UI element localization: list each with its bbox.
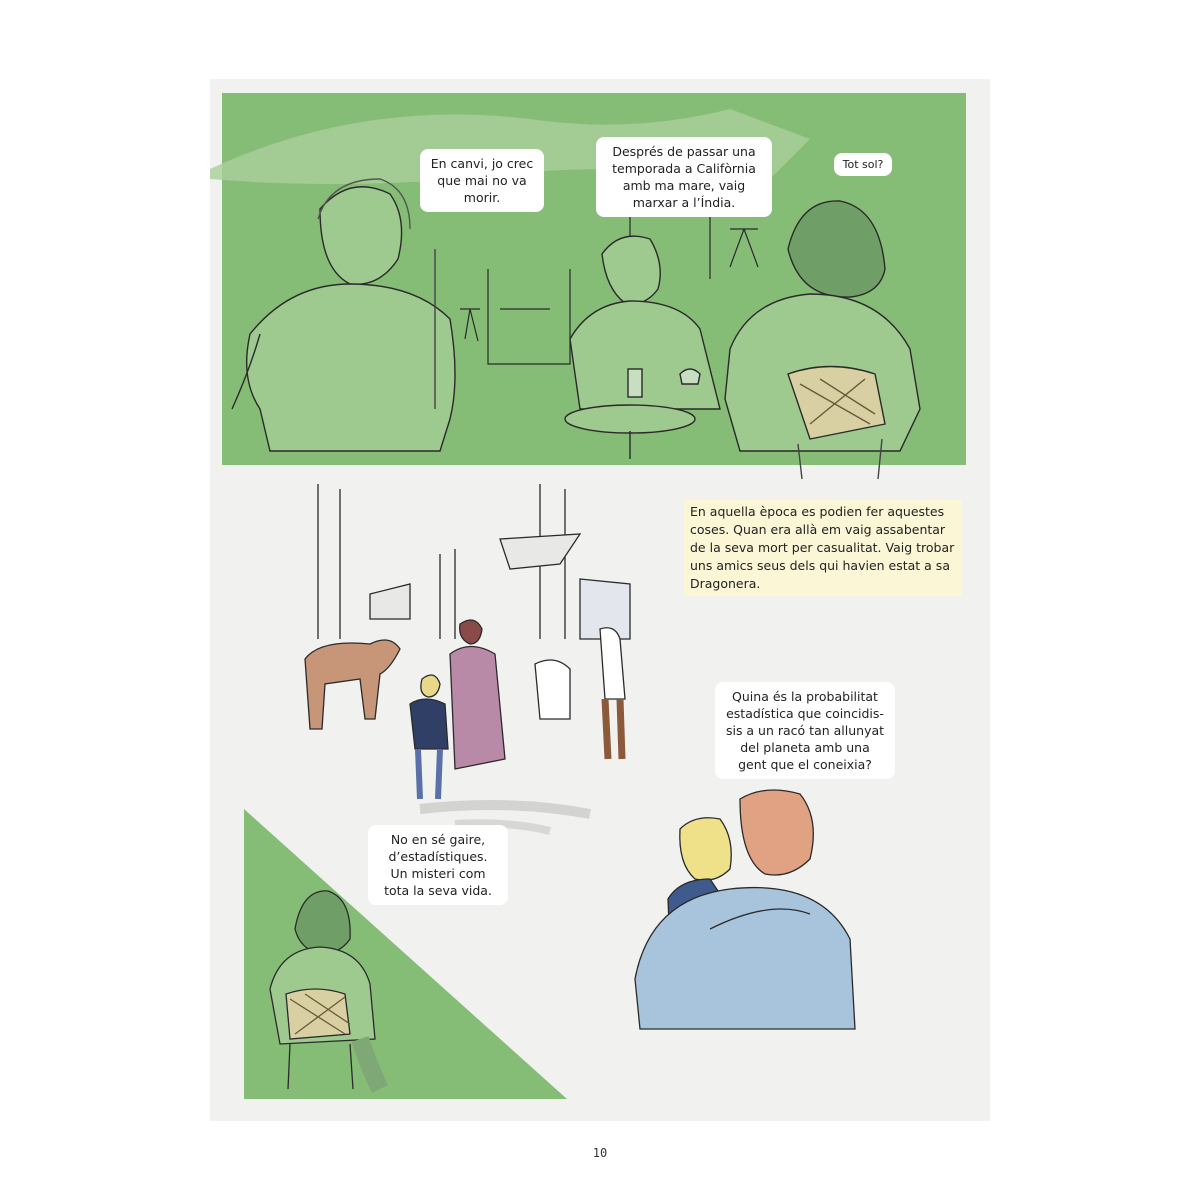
speech-text: Tot sol? (842, 158, 884, 171)
panel-embrace (635, 790, 855, 1029)
narration-caption (684, 500, 962, 596)
speech-bubble-woman (834, 153, 892, 176)
speech-text: Quina és la probabilitat estadística que coincidis-sis a un racó tan allunyat del planeta amb una gent que el coneixia? (725, 689, 885, 772)
speech-bubble-statistics (368, 825, 508, 905)
page-number: 10 (592, 1146, 608, 1160)
speech-text: Després de passar una temporada a Califòrnia amb ma mare, vaig marxar a l’Índia. (612, 144, 756, 210)
panel-india-street (305, 484, 630, 831)
speech-bubble-man-left (420, 149, 544, 212)
comic-page (210, 79, 990, 1121)
caption-text: En aquella època es podien fer aquestes coses. Quan era allà em vaig assabentar de la seva mort per casualitat. Vaig trobar uns amics seus dels qui havien estat a sa Dragonera. (690, 504, 955, 591)
panel-top-cafe (210, 93, 966, 479)
speech-bubble-probability (715, 682, 895, 779)
comic-artwork (210, 79, 990, 1121)
speech-text: En canvi, jo crec que mai no va morir. (430, 156, 534, 205)
speech-bubble-man-middle (596, 137, 772, 217)
speech-text: No en sé gaire, d’estadístiques. Un misteri com tota la seva vida. (384, 832, 492, 898)
